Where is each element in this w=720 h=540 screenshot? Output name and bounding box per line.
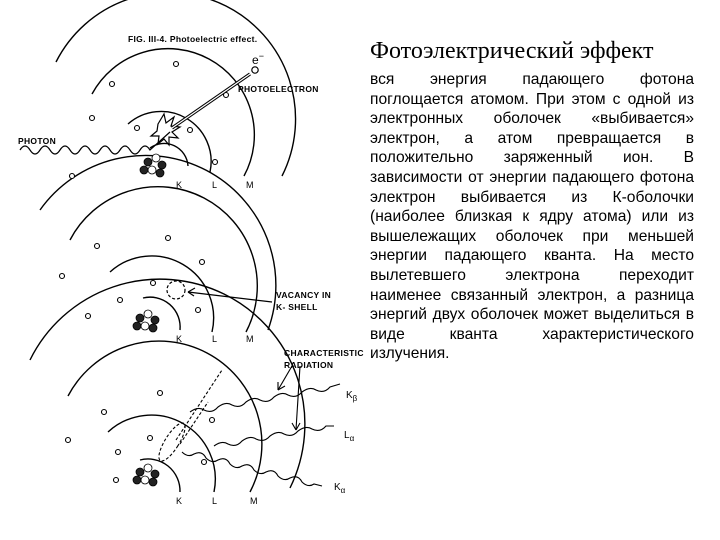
wave-l-alpha — [214, 426, 334, 446]
shell-label-k: K — [176, 180, 183, 190]
char-radiation-label-1: CHARACTERISTIC — [284, 348, 364, 358]
burst-icon — [151, 114, 180, 145]
transition-m-k — [176, 370, 222, 440]
vacancy-label-1: VACANCY IN — [276, 290, 332, 300]
shell-label-l-2: L — [212, 334, 218, 344]
shell-label-k-2: K — [176, 334, 183, 344]
figure-caption: FIG. III-4. Photoelectric effect. — [128, 34, 258, 44]
shell-label-l: L — [212, 180, 218, 190]
slide-title: Фотоэлектрический эффект — [370, 38, 654, 64]
panel2-shells — [40, 155, 276, 332]
electron-symbol: e− — [252, 51, 264, 67]
vacancy-label-2: K- SHELL — [276, 302, 318, 312]
k-beta-label: $K_\beta$ — [346, 390, 358, 403]
shell-electrons — [60, 62, 229, 483]
shell-label-l-3: L — [212, 496, 218, 506]
photoelectron-label: PHOTOELECTRON — [238, 84, 319, 94]
shell-label-k-3: K — [176, 496, 183, 506]
transition-l-k — [180, 402, 208, 444]
wave-k-beta — [190, 384, 340, 412]
panel3-shells — [30, 279, 305, 492]
slide-body-text: вся энергия падающего фотона поглощается атомом. При этом с одной из электронных оболочек «выбивается» электрон, а атом превращается в положительно заряженный ион. В зависимости от энергии падающего фотона электрон выбивается из К-оболочки (наиболее близкая к ядру атома) или из вышележащих оболочек при меньшей энергии падающего кванта. На место вылетевшего электрона переходит наименее связанный электрон, а разница энергий двух оболочек может выделиться в виде кванта характеристического излучения. — [370, 71, 694, 363]
shell-label-m-2: M — [246, 334, 254, 344]
char-radiation-label-2: RADIATION — [284, 360, 334, 370]
vacancy-arrow — [188, 292, 272, 302]
shell-label-m-3: M — [250, 496, 258, 506]
k-alpha-label: $K_\alpha$ — [334, 482, 346, 495]
l-alpha-label: $L_\alpha$ — [344, 430, 355, 443]
photoelectron-dot — [252, 67, 258, 73]
shell-label-m: M — [246, 180, 254, 190]
photon-label: PHOTON — [18, 136, 57, 146]
vacancy-circle — [167, 281, 185, 299]
